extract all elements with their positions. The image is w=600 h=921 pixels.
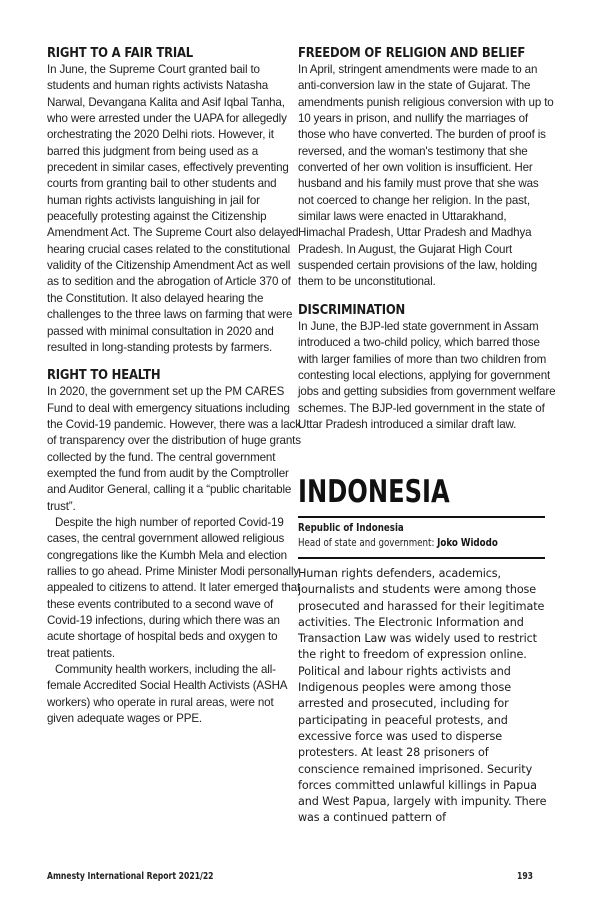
paragraph: In April, stringent amendments were made to an anti-conversion law in the state of Gujarat. The amendments punish religious conversion with up to 10 years in prison, and nullify the marriages of those who have converted. The burden of proof is reversed, and the woman's testimony that she converted of her own volition is insufficient. Her husband and his family must prove that she was not coerced to change her religion. In the past, similar laws were enacted in Uttarakhand, Himachal Pradesh, Uttar Pradesh and Madhya Pradesh. In August, the Gujarat High Court suspended certain provisions of the law, holding them to be unconstitutional. (298, 63, 554, 289)
divider (298, 557, 545, 559)
section-discrimination (298, 303, 556, 433)
head-of-state-label: Head of state and government: (298, 537, 438, 549)
paragraph: Community health workers, including the all-female Accredited Social Health Activists (ASHA workers) who operate in rural areas, were not given adequate wages or PPE. (47, 663, 287, 726)
section-fair-trial (47, 46, 301, 356)
section-heading: RIGHT TO HEALTH (47, 368, 161, 384)
country-summary: Human rights defenders, academics, journalists and students were among those prosecuted and harassed for their legitimate activities. The Electronic Information and Transaction Law was widely used to restrict the right to freedom of expression online. Political and labour rights activists and Indigenous peoples were among those arrested and prosecuted, including for participating in peaceful protests, and excessive force was used to disperse protesters. At least 28 prisoners of conscience remained imprisoned. Security forces committed unlawful killings in Papua and West Papua, largely with impunity. There was a continued pattern of (298, 567, 547, 825)
paragraph: Despite the high number of reported Covid-19 cases, the central government allowed religious congregations like the Kumbh Mela and election rallies to go ahead. Prime Minister Modi personally appealed to citizens to attend. It later emerged that these events contributed to a second wave of Covid-19 infections, during which there was an acute shortage of hospital beds and oxygen to treat patients. (47, 515, 301, 660)
right-column (298, 46, 556, 433)
country-title: INDONESIA (298, 474, 450, 510)
paragraph: In June, the Supreme Court granted bail to students and human rights activists Natasha Narwal, Devangana Kalita and Asif Iqbal Tanha, who were arrested under the UAPA for allegedly orchestrating the 2020 Delhi riots. However, it barred this judgment from being used as a precedent in similar cases, effectively preventing courts from granting bail to other students and human rights activists languishing in jail for peacefully protesting against the Citizenship Amendment Act. The Supreme Court also delayed hearing crucial cases related to the constitutional validity of the Citizenship Amendment Act as well as to sedition and the abrogation of Article 370 of the Constitution. It also delayed hearing the challenges to the three laws on farming that were passed with minimal consultation in 2020 and resulted in long-standing protests by farmers. (47, 63, 299, 354)
section-heading: FREEDOM OF RELIGION AND BELIEF (298, 46, 526, 61)
section-religion (298, 46, 556, 291)
paragraph: In 2020, the government set up the PM CARES Fund to deal with emergency situations including the Covid-19 pandemic. However, there was a lack of transparency over the distribution of huge grants collected by the fund. The central government exempted the fund from audit by the Comptroller and Auditor General, calling it a “public charitable trust”. (47, 385, 301, 513)
divider (298, 516, 545, 518)
section-health (47, 368, 301, 727)
section-heading: DISCRIMINATION (298, 302, 406, 318)
section-heading: RIGHT TO A FAIR TRIAL (47, 46, 194, 61)
footer-publication: Amnesty International Report 2021/22 (47, 871, 214, 882)
head-of-state-name: Joko Widodo (437, 537, 498, 549)
page-number: 193 (517, 871, 534, 882)
paragraph: In June, the BJP-led state government in Assam introduced a two-child policy, which barred those with larger families of more than two children from contesting local elections, applying for government jobs and getting subsidies from government welfare schemes. The BJP-led government in the state of Uttar Pradesh introduced a similar draft law. (298, 319, 556, 431)
left-column (47, 46, 301, 727)
head-of-state (298, 537, 498, 550)
country-official-name: Republic of Indonesia (298, 522, 404, 534)
